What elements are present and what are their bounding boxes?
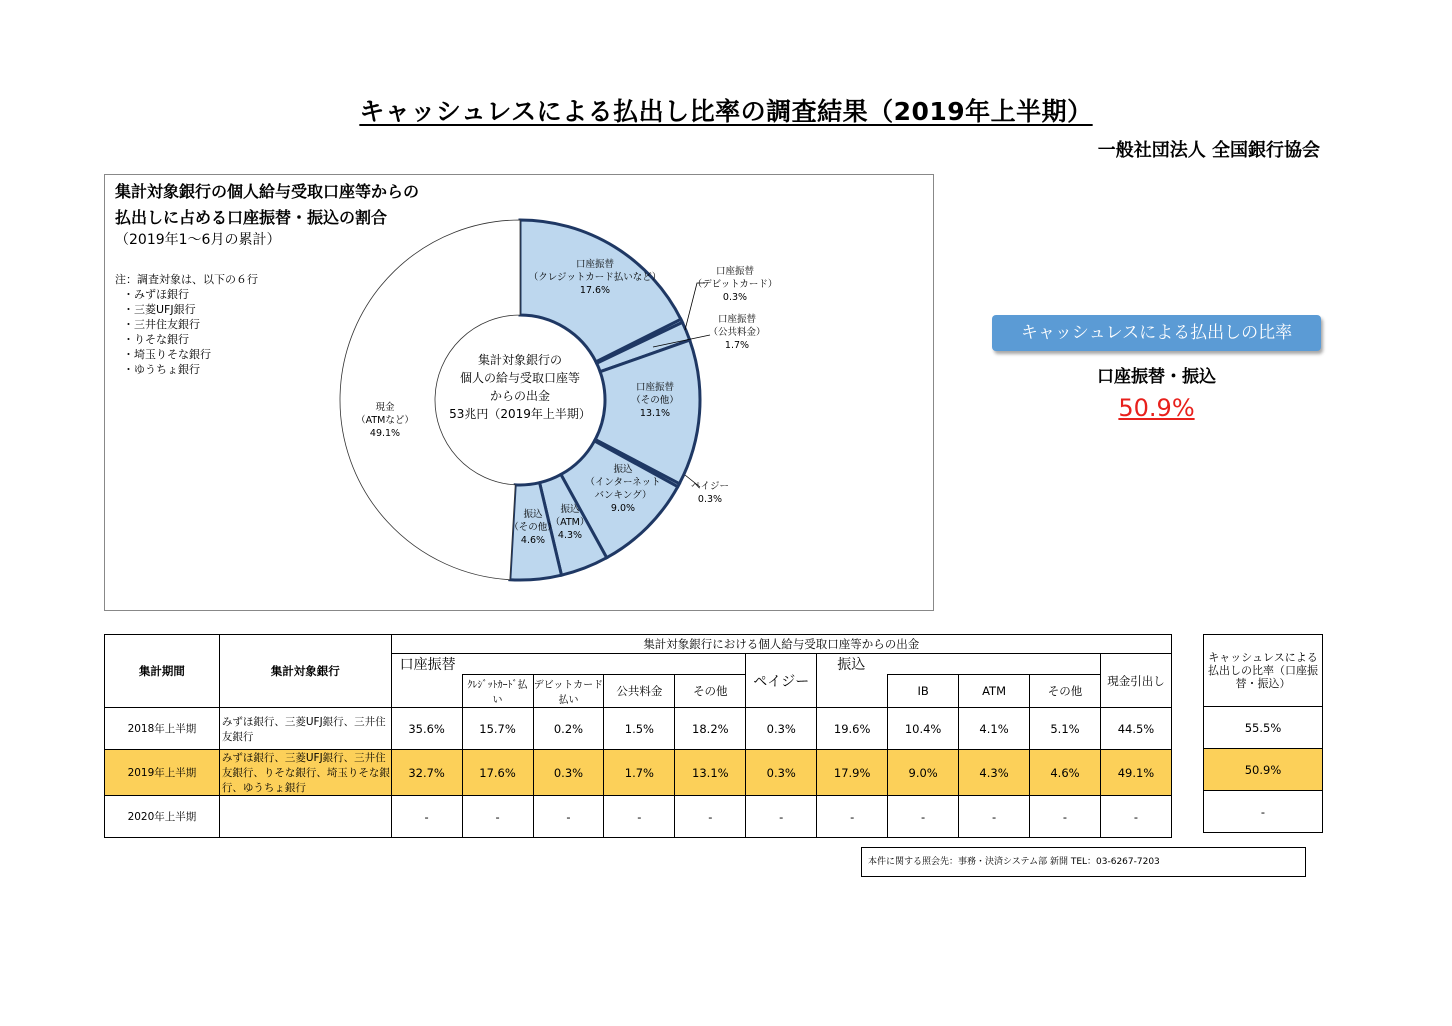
slice-label: 振込（その他） 4.6% xyxy=(509,509,557,546)
cell-payeasy: 0.3% xyxy=(746,750,817,796)
cell-other2: 5.1% xyxy=(1030,708,1101,750)
slice-label: 口座振替（公共料金） 1.7% xyxy=(708,314,766,351)
slice-label: 振込（インターネットバンキング） 9.0% xyxy=(585,464,661,514)
leader-line xyxy=(685,283,705,330)
table-row xyxy=(105,750,1172,796)
row-period: 2020年上半期 xyxy=(105,796,220,838)
cell-furikae-total: 32.7% xyxy=(391,750,462,796)
note-line: ・三井住友銀行 xyxy=(123,318,200,331)
header-banks: 集計対象銀行 xyxy=(219,635,391,708)
row-banks: みずほ銀行、三菱UFJ銀行、三井住友銀行、りそな銀行、埼玉りそな銀行、ゆうちょ銀行 xyxy=(219,750,391,796)
cell-atm: 4.1% xyxy=(959,708,1030,750)
chart-title-line: 払出しに占める口座振替・振込の割合 xyxy=(115,208,388,227)
organization-name: 一般社団法人 全国銀行協会 xyxy=(1097,140,1320,161)
header-furikomi-spacer xyxy=(817,675,888,708)
header-cash: 現金引出し xyxy=(1100,654,1171,708)
slice-label: ペイジー 0.3% xyxy=(690,481,730,505)
page-title: キャッシュレスによる払出し比率の調査結果（2019年上半期） xyxy=(359,97,1093,126)
slice-label: 口座振替（デビットカード） 0.3% xyxy=(692,266,778,303)
cashless-ratio-label-box: キャッシュレスによる払出しの比率 xyxy=(992,315,1321,351)
cell-public: - xyxy=(604,796,675,838)
header-furikomi: 振込 xyxy=(817,654,1101,675)
note-line: ・みずほ銀行 xyxy=(123,288,189,301)
donut-chart xyxy=(105,175,935,612)
row-period: 2019年上半期 xyxy=(105,750,220,796)
cell-credit: 17.6% xyxy=(462,750,533,796)
cell-ib: 10.4% xyxy=(888,708,959,750)
slice-label: 振込（ATM） 4.3% xyxy=(550,504,590,541)
cashless-ratio-value: 50.9% xyxy=(1118,394,1195,422)
cashless-ratio-table xyxy=(1203,634,1323,833)
note-line: ・ゆうちょ銀行 xyxy=(123,363,200,376)
cell-ratio: 55.5% xyxy=(1204,707,1323,749)
row-period: 2018年上半期 xyxy=(105,708,220,750)
cell-public: 1.5% xyxy=(604,708,675,750)
cell-other1: 13.1% xyxy=(675,750,746,796)
header-period: 集計期間 xyxy=(105,635,220,708)
cell-furikomi-total: - xyxy=(817,796,888,838)
header-furikae: 口座振替 xyxy=(391,654,746,675)
cell-payeasy: 0.3% xyxy=(746,708,817,750)
header-atm: ATM xyxy=(959,675,1030,708)
donut-center-label: 集計対象銀行の個人の給与受取口座等からの出金 53兆円（2019年上半期） xyxy=(449,353,591,421)
header-furikae-spacer xyxy=(391,675,462,708)
note-line: ・埼玉りそな銀行 xyxy=(123,348,211,361)
cell-atm: - xyxy=(959,796,1030,838)
header-ib: IB xyxy=(888,675,959,708)
table-row xyxy=(105,796,1172,838)
cell-ib: 9.0% xyxy=(888,750,959,796)
header-debit: デビットカード払い xyxy=(533,675,604,708)
cell-furikae-total: 35.6% xyxy=(391,708,462,750)
header-credit: ｸﾚｼﾞｯﾄｶｰﾄﾞ払い xyxy=(462,675,533,708)
cell-ratio: 50.9% xyxy=(1204,749,1323,791)
cell-cash: 49.1% xyxy=(1100,750,1171,796)
contact-info: 本件に関する照会先：事務・決済システム部 新開 TEL：03-6267-7203 xyxy=(861,847,1306,877)
cell-debit: 0.3% xyxy=(533,750,604,796)
header-other1: その他 xyxy=(675,675,746,708)
cell-cash: - xyxy=(1100,796,1171,838)
note-line: ・りそな銀行 xyxy=(123,333,189,346)
cell-other2: - xyxy=(1030,796,1101,838)
cell-debit: - xyxy=(533,796,604,838)
cell-cash: 44.5% xyxy=(1100,708,1171,750)
cell-furikomi-total: 19.6% xyxy=(817,708,888,750)
cell-ratio: - xyxy=(1204,791,1323,833)
payout-table xyxy=(104,634,1172,838)
header-main: 集計対象銀行における個人給与受取口座等からの出金 xyxy=(391,635,1171,654)
cell-atm: 4.3% xyxy=(959,750,1030,796)
header-other2: その他 xyxy=(1030,675,1101,708)
cell-credit: - xyxy=(462,796,533,838)
note-line: ・三菱UFJ銀行 xyxy=(123,303,196,316)
cell-debit: 0.2% xyxy=(533,708,604,750)
header-ratio: キャッシュレスによる払出しの比率（口座振替・振込） xyxy=(1204,635,1323,707)
cell-other2: 4.6% xyxy=(1030,750,1101,796)
note-line: 注：調査対象は、以下の６行 xyxy=(115,273,258,286)
cell-other1: - xyxy=(675,796,746,838)
header-payeasy: ペイジー xyxy=(746,654,817,708)
table-row xyxy=(105,708,1172,750)
cell-furikae-total: - xyxy=(391,796,462,838)
slice-label: 口座振替（クレジットカード払いなど） 17.6% xyxy=(528,259,662,296)
cell-public: 1.7% xyxy=(604,750,675,796)
slice-label: 現金（ATMなど） 49.1% xyxy=(356,402,414,439)
chart-title-line: 集計対象銀行の個人給与受取口座等からの xyxy=(115,182,420,201)
cell-other1: 18.2% xyxy=(675,708,746,750)
cell-credit: 15.7% xyxy=(462,708,533,750)
row-banks xyxy=(219,796,391,838)
cell-payeasy: - xyxy=(746,796,817,838)
cashless-ratio-sublabel: 口座振替・振込 xyxy=(1097,367,1216,387)
slice-label: 口座振替（その他） 13.1% xyxy=(631,382,679,419)
cell-ib: - xyxy=(888,796,959,838)
chart-title-line: （2019年1～6月の累計） xyxy=(115,232,281,248)
header-public: 公共料金 xyxy=(604,675,675,708)
donut-chart-panel xyxy=(104,174,934,611)
cell-furikomi-total: 17.9% xyxy=(817,750,888,796)
row-banks: みずほ銀行、三菱UFJ銀行、三井住友銀行 xyxy=(219,708,391,750)
